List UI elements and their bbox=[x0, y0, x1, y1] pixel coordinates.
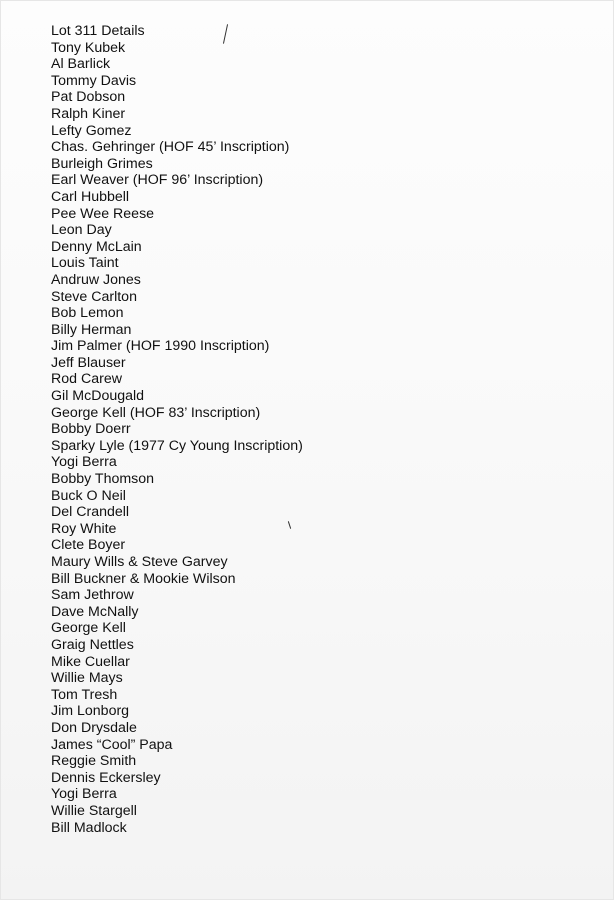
list-item: Tom Tresh bbox=[51, 686, 118, 703]
list-item: Yogi Berra bbox=[51, 786, 117, 803]
list-item: Andruw Jones bbox=[51, 271, 141, 288]
list-item: Denny McLain bbox=[51, 238, 142, 255]
list-item: Carl Hubbell bbox=[51, 188, 130, 205]
list-item: Del Crandell bbox=[51, 504, 130, 521]
list-item: Burleigh Grimes bbox=[51, 155, 153, 172]
list-item: Tony Kubek bbox=[51, 39, 126, 56]
list-item: Jeff Blauser bbox=[51, 354, 126, 371]
list-item: Al Barlick bbox=[51, 56, 111, 73]
list-item: Earl Weaver (HOF 96’ Inscription) bbox=[51, 172, 264, 189]
list-item: Maury Wills & Steve Garvey bbox=[51, 554, 228, 570]
list-item: Bobby Thomson bbox=[51, 471, 155, 488]
list-item: Bill Madlock bbox=[51, 819, 127, 836]
list-item: Ralph Kiner bbox=[51, 105, 126, 122]
list-item: Pee Wee Reese bbox=[51, 205, 155, 222]
list-item: Tommy Davis bbox=[51, 72, 137, 89]
list-item: George Kell bbox=[51, 620, 126, 637]
list-item: Roy White bbox=[51, 520, 117, 537]
list-item: Willie Mays bbox=[51, 670, 123, 687]
list-item: Steve Carlton bbox=[51, 288, 137, 305]
list-item: Reggie Smith bbox=[51, 753, 137, 770]
list-item: Bob Lemon bbox=[51, 305, 124, 322]
lot-title: Lot 311 Details bbox=[51, 23, 145, 39]
list-item: Dennis Eckersley bbox=[51, 769, 161, 786]
list-item: Graig Nettles bbox=[51, 636, 134, 653]
list-item: Bobby Doerr bbox=[51, 421, 131, 438]
list-item: Bill Buckner & Mookie Wilson bbox=[51, 570, 236, 587]
list-item: Louis Taint bbox=[51, 255, 119, 272]
list-item: Don Drysdale bbox=[51, 719, 137, 736]
lot-details-list bbox=[51, 23, 303, 836]
list-item: Jim Lonborg bbox=[51, 703, 130, 720]
list-item: Chas. Gehringer (HOF 45’ Inscription) bbox=[51, 139, 290, 156]
list-item: Leon Day bbox=[51, 222, 112, 239]
list-item: Sam Jethrow bbox=[51, 587, 134, 604]
list-item: George Kell (HOF 83’ Inscription) bbox=[51, 404, 261, 421]
list-item: Willie Stargell bbox=[51, 802, 137, 819]
list-item: Billy Herman bbox=[51, 321, 132, 338]
list-item: Yogi Berra bbox=[51, 454, 117, 471]
list-item: Clete Boyer bbox=[51, 537, 126, 554]
list-item: Sparky Lyle (1977 Cy Young Inscription) bbox=[51, 437, 303, 454]
list-item: Jim Palmer (HOF 1990 Inscription) bbox=[51, 338, 270, 355]
list-item: Dave McNally bbox=[51, 603, 139, 620]
list-item: Gil McDougald bbox=[51, 388, 145, 405]
list-item: Mike Cuellar bbox=[51, 653, 130, 670]
list-item: Lefty Gomez bbox=[51, 122, 132, 139]
list-item: Buck O Neil bbox=[51, 487, 126, 504]
list-item: James “Cool” Papa bbox=[51, 736, 173, 753]
list-item: Pat Dobson bbox=[51, 89, 126, 106]
list-item: Rod Carew bbox=[51, 371, 122, 388]
